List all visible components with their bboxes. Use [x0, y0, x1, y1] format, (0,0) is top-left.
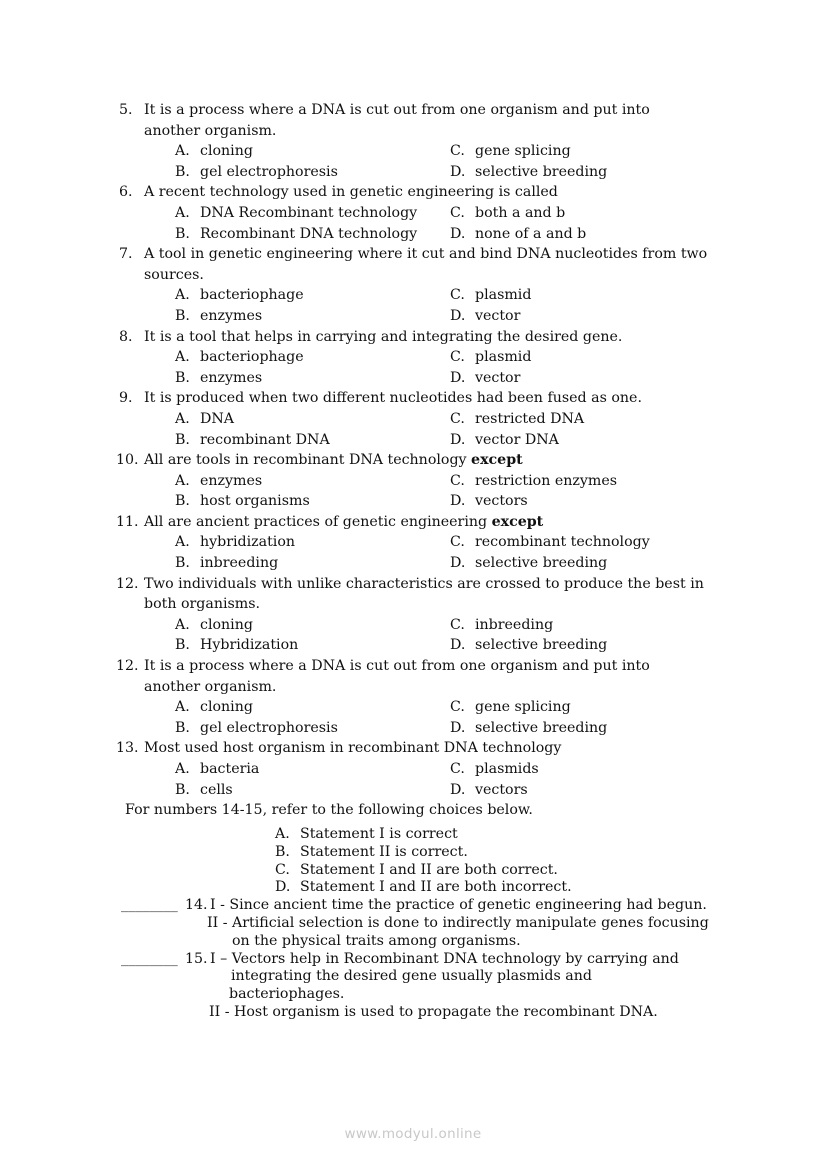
question-stem-line	[0, 265, 826, 286]
option-letter: A.	[175, 761, 190, 777]
question-item	[0, 574, 826, 656]
option-letter: B.	[175, 493, 190, 510]
option-text: plasmid	[475, 349, 532, 366]
answer-option	[450, 718, 607, 739]
option-letter: B.	[175, 307, 190, 324]
choice-row	[0, 844, 826, 862]
choice-text: Statement I and II are both correct.	[300, 861, 558, 878]
option-letter: C.	[450, 143, 465, 160]
question-text: It is a process where a DNA is cut out from one organism and put into	[144, 658, 650, 675]
answer-option	[450, 471, 617, 492]
question-number: 6.	[119, 184, 133, 201]
question-text: Two individuals with unlike characteristics are crossed to produce the best in	[144, 575, 704, 592]
answer-option	[175, 615, 253, 636]
question-text: All are ancient practices of genetic engineering except	[144, 513, 544, 530]
option-row	[0, 635, 826, 656]
answer-option	[175, 285, 304, 306]
option-letter: D.	[450, 307, 466, 324]
option-row	[0, 409, 826, 430]
option-letter: A.	[175, 410, 190, 427]
question-item	[0, 327, 826, 389]
answer-option	[450, 409, 584, 430]
option-text: Recombinant DNA technology	[200, 225, 418, 242]
option-row	[0, 224, 826, 245]
option-letter: A.	[175, 143, 190, 160]
statement-line	[0, 915, 826, 933]
option-letter: A.	[175, 204, 190, 221]
option-text: selective breeding	[475, 555, 608, 572]
statement-line	[0, 933, 826, 951]
option-letter: B.	[175, 163, 190, 180]
question-number: 5.	[119, 102, 133, 118]
option-text: bacteriophage	[200, 287, 304, 304]
item-number: 15.	[185, 950, 208, 967]
question-stem-line	[0, 656, 826, 677]
option-letter: C.	[450, 761, 465, 777]
option-text: inbreeding	[200, 555, 279, 572]
choice-text: Statement I is correct	[300, 826, 458, 842]
answer-option	[450, 697, 571, 718]
answer-option	[450, 347, 531, 368]
option-text: vectors	[475, 493, 528, 510]
question-stem-line	[0, 182, 826, 203]
question-item	[0, 388, 826, 450]
answer-option	[175, 635, 298, 656]
option-text: vector	[475, 307, 521, 324]
question-text: All are tools in recombinant DNA technology except	[144, 452, 523, 469]
answer-option	[175, 203, 417, 224]
option-row	[0, 471, 826, 492]
option-row	[0, 141, 826, 162]
option-letter: C.	[450, 410, 465, 427]
answer-option	[175, 553, 278, 574]
answer-option	[175, 697, 253, 718]
question-stem-line	[0, 244, 826, 265]
option-text: bacteriophage	[200, 349, 304, 366]
option-row	[0, 615, 826, 636]
statement-line	[0, 986, 826, 1004]
answer-option	[450, 759, 539, 780]
answer-option	[175, 306, 262, 327]
answer-option	[175, 162, 338, 183]
choice-letter: D.	[275, 879, 291, 896]
option-text: inbreeding	[475, 616, 554, 633]
question-stem-line	[0, 450, 826, 471]
answer-option	[175, 491, 310, 512]
option-row	[0, 491, 826, 512]
option-row	[0, 203, 826, 224]
option-text: Hybridization	[200, 637, 299, 654]
option-text: gene splicing	[475, 699, 571, 716]
question-stem-line	[0, 327, 826, 348]
option-letter: B.	[175, 719, 190, 736]
option-row	[0, 368, 826, 389]
option-text: recombinant technology	[475, 534, 650, 551]
statement-text: integrating the desired gene usually plasmids and	[231, 968, 592, 985]
question-text: A tool in genetic engineering where it cut and bind DNA nucleotides from two	[144, 246, 708, 263]
option-letter: D.	[450, 719, 466, 736]
option-letter: C.	[450, 472, 465, 489]
option-letter: C.	[450, 534, 465, 551]
answer-option	[450, 430, 559, 451]
answer-option	[175, 224, 417, 245]
option-text: host organisms	[200, 493, 310, 510]
option-row	[0, 285, 826, 306]
question-item	[0, 450, 826, 512]
choice-option	[275, 862, 558, 880]
question-text: another organism.	[144, 678, 277, 695]
choice-row	[0, 879, 826, 897]
answer-option	[450, 368, 520, 389]
option-row	[0, 532, 826, 553]
question-text: sources.	[144, 266, 204, 283]
answer-option	[450, 615, 553, 636]
question-stem-line	[0, 594, 826, 615]
question-number: 10.	[116, 452, 139, 469]
statement-text: I – Vectors help in Recombinant DNA technology by carrying and	[210, 950, 679, 967]
question-item	[0, 182, 826, 244]
statement-text: II - Host organism is used to propagate the recombinant DNA.	[209, 1003, 658, 1020]
statement-line	[0, 1004, 826, 1022]
option-letter: A.	[175, 699, 190, 716]
option-letter: B.	[175, 369, 190, 386]
option-row	[0, 347, 826, 368]
statement-line	[0, 951, 826, 969]
option-letter: A.	[175, 616, 190, 633]
question-text: It is a process where a DNA is cut out from one organism and put into	[144, 102, 650, 118]
option-text: hybridization	[200, 534, 296, 551]
option-letter: C.	[450, 204, 465, 221]
question-item	[0, 244, 826, 326]
question-number: 12.	[116, 658, 139, 675]
answer-option	[175, 409, 234, 430]
option-text: cloning	[200, 616, 253, 633]
option-letter: B.	[175, 637, 190, 654]
statement-text: on the physical traits among organisms.	[232, 932, 521, 949]
option-text: restriction enzymes	[475, 472, 618, 489]
option-text: cells	[200, 781, 233, 798]
choice-row	[0, 862, 826, 880]
statement-text: I - Since ancient time the practice of genetic engineering had begun.	[210, 897, 707, 914]
choice-row	[0, 826, 826, 844]
option-text: enzymes	[200, 472, 263, 489]
option-text: none of a and b	[475, 225, 587, 242]
option-letter: D.	[450, 637, 466, 654]
question-text: Most used host organism in recombinant DNA technology	[144, 740, 562, 757]
answer-option	[175, 141, 253, 162]
answer-option	[175, 759, 259, 780]
option-letter: D.	[450, 781, 466, 798]
option-text: enzymes	[200, 369, 263, 386]
choice-letter: B.	[275, 843, 290, 860]
question-stem-line	[0, 738, 826, 759]
emphasis-text: except	[491, 513, 544, 530]
answer-option	[450, 491, 528, 512]
answer-option	[175, 368, 262, 389]
option-text: selective breeding	[475, 637, 608, 654]
statement-choices-section	[0, 826, 826, 1022]
option-letter: D.	[450, 493, 466, 510]
option-text: plasmids	[475, 761, 539, 777]
answer-blank[interactable]: ________	[121, 950, 178, 967]
question-number: 11.	[116, 513, 139, 530]
option-row	[0, 759, 826, 780]
question-text: both organisms.	[144, 596, 261, 613]
option-letter: B.	[175, 555, 190, 572]
question-text: another organism.	[144, 122, 277, 139]
question-list	[0, 100, 826, 821]
option-letter: A.	[175, 534, 190, 551]
option-letter: B.	[175, 781, 190, 798]
choice-option	[275, 844, 468, 862]
option-text: gel electrophoresis	[200, 719, 338, 736]
choice-letter: A.	[275, 826, 290, 842]
answer-option	[175, 532, 295, 553]
option-row	[0, 430, 826, 451]
answer-option	[175, 780, 233, 801]
option-text: enzymes	[200, 307, 263, 324]
question-text: It is a tool that helps in carrying and integrating the desired gene.	[144, 328, 623, 345]
option-letter: C.	[450, 616, 465, 633]
answer-option	[450, 141, 571, 162]
option-row	[0, 697, 826, 718]
option-letter: C.	[450, 349, 465, 366]
instruction-text: For numbers 14-15, refer to the following choices below.	[125, 802, 533, 819]
statement-text: bacteriophages.	[229, 986, 345, 1003]
question-text: It is produced when two different nucleotides had been fused as one.	[144, 390, 642, 407]
question-item	[0, 512, 826, 574]
option-letter: A.	[175, 287, 190, 304]
question-number: 12.	[116, 575, 139, 592]
question-number: 7.	[119, 246, 133, 263]
question-number: 8.	[119, 328, 133, 345]
answer-option	[450, 203, 565, 224]
answer-option	[175, 471, 262, 492]
question-number: 9.	[119, 390, 133, 407]
answer-option	[450, 635, 607, 656]
option-row	[0, 553, 826, 574]
answer-option	[175, 347, 304, 368]
statement-line	[0, 897, 826, 915]
statement-text: II - Artificial selection is done to indirectly manipulate genes focusing	[207, 914, 709, 931]
question-stem-line	[0, 100, 826, 121]
option-text: plasmid	[475, 287, 532, 304]
answer-option	[450, 306, 520, 327]
option-letter: D.	[450, 431, 466, 448]
question-stem-line	[0, 574, 826, 595]
option-text: both a and b	[475, 204, 566, 221]
option-row	[0, 162, 826, 183]
choice-option	[275, 826, 458, 844]
question-text: A recent technology used in genetic engineering is called	[144, 184, 558, 201]
answer-option	[450, 780, 528, 801]
question-number: 13.	[116, 740, 139, 757]
option-row	[0, 718, 826, 739]
question-stem-line	[0, 121, 826, 142]
option-row	[0, 780, 826, 801]
statement-line	[0, 968, 826, 986]
option-text: bacteria	[200, 761, 260, 777]
emphasis-text: except	[471, 452, 523, 469]
option-text: gel electrophoresis	[200, 163, 338, 180]
answer-blank[interactable]: ________	[121, 897, 178, 914]
option-text: recombinant DNA	[200, 431, 330, 448]
option-letter: D.	[450, 163, 466, 180]
item-number: 14.	[185, 897, 208, 914]
answer-option	[450, 553, 607, 574]
question-stem-line	[0, 512, 826, 533]
instruction-line	[0, 800, 826, 821]
option-letter: C.	[450, 699, 465, 716]
answer-option	[450, 532, 650, 553]
option-text: cloning	[200, 143, 253, 160]
answer-option	[175, 718, 338, 739]
option-letter: A.	[175, 472, 190, 489]
question-item	[0, 656, 826, 738]
option-letter: D.	[450, 369, 466, 386]
option-text: vector	[475, 369, 521, 386]
option-text: DNA Recombinant technology	[200, 204, 418, 221]
question-stem-line	[0, 388, 826, 409]
option-letter: D.	[450, 225, 466, 242]
answer-option	[450, 162, 607, 183]
answer-option	[450, 224, 586, 245]
question-item	[0, 738, 826, 800]
option-row	[0, 306, 826, 327]
answer-option	[450, 285, 531, 306]
watermark: www.modyul.online	[344, 1126, 482, 1142]
option-letter: B.	[175, 225, 190, 242]
choice-option	[275, 879, 572, 897]
choice-letter: C.	[275, 861, 290, 878]
option-text: vector DNA	[475, 431, 559, 448]
option-letter: A.	[175, 349, 190, 366]
choice-text: Statement I and II are both incorrect.	[300, 879, 572, 896]
answer-option	[175, 430, 330, 451]
question-stem-line	[0, 677, 826, 698]
option-text: restricted DNA	[475, 410, 585, 427]
question-item	[0, 100, 826, 182]
option-text: cloning	[200, 699, 253, 716]
option-letter: B.	[175, 431, 190, 448]
choice-text: Statement II is correct.	[300, 843, 468, 860]
option-text: gene splicing	[475, 143, 571, 160]
option-text: DNA	[200, 410, 235, 427]
option-letter: C.	[450, 287, 465, 304]
option-text: selective breeding	[475, 163, 608, 180]
option-letter: D.	[450, 555, 466, 572]
option-text: selective breeding	[475, 719, 608, 736]
option-text: vectors	[475, 781, 528, 798]
